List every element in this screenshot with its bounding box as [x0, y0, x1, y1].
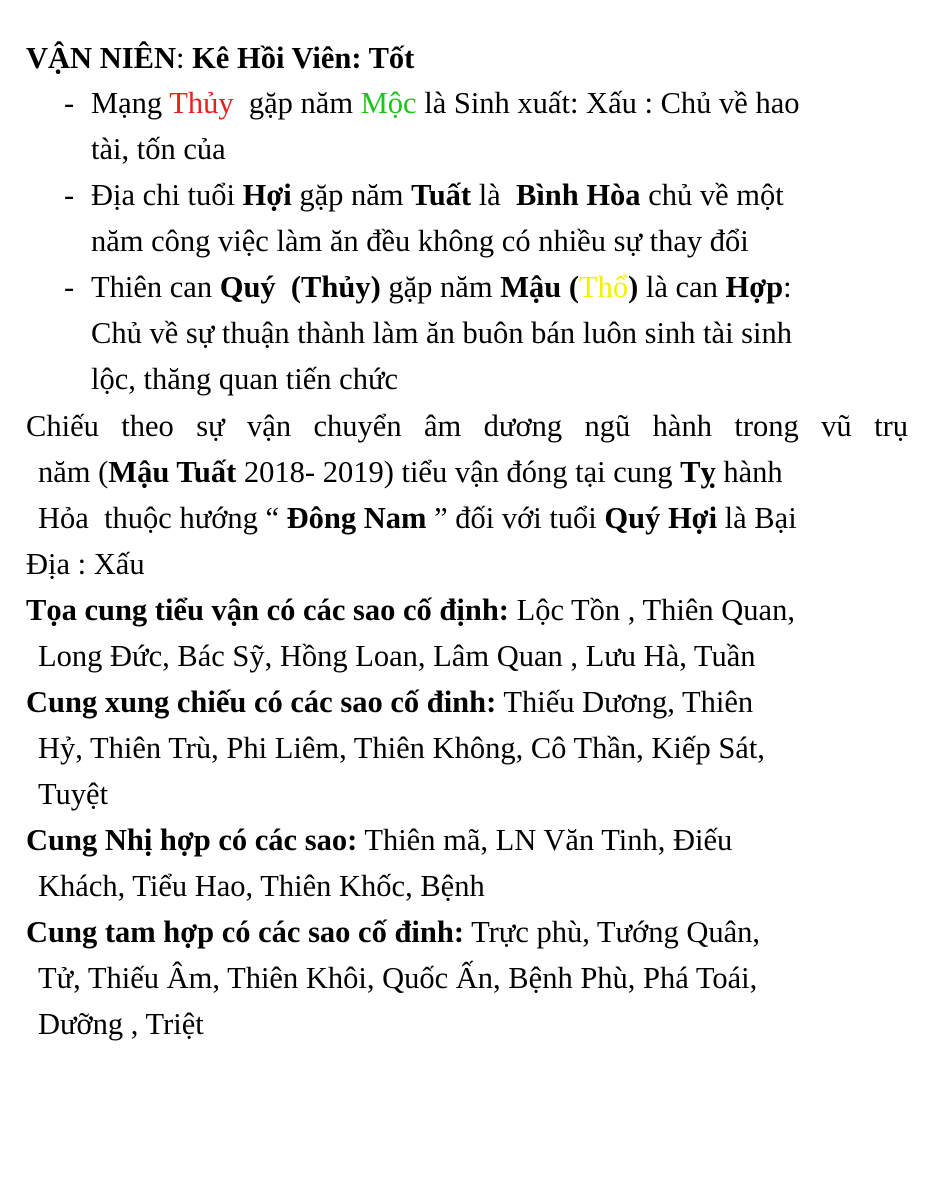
bold-term: Quý Hợi — [604, 501, 718, 535]
text-segment: gặp năm — [291, 178, 412, 212]
bold-term: Mậu ( — [500, 270, 579, 304]
text-segment: Hỏa thuộc hướng “ — [38, 501, 287, 535]
stars-3-line-2: Khách, Tiểu Hao, Thiên Khốc, Bệnh — [38, 869, 485, 903]
bold-term: Bình Hòa — [515, 178, 641, 212]
text-segment: hành — [715, 455, 783, 489]
highlight-red: Thủy — [169, 86, 234, 120]
bullet-2-line-1 — [91, 177, 784, 213]
stars-4-line-1 — [26, 914, 760, 950]
text-segment: Thiên can — [91, 270, 220, 304]
paragraph-line-2 — [38, 454, 783, 490]
stars-1-line-2: Long Đức, Bác Sỹ, Hồng Loan, Lâm Quan , Lưu Hà, Tuần — [38, 639, 756, 673]
bullet-marker-3: - — [64, 270, 75, 304]
stars-2-line-2: Hỷ, Thiên Trù, Phi Liêm, Thiên Không, Cô Thần, Kiếp Sát, — [38, 731, 765, 765]
bold-term: Đông Nam — [286, 501, 427, 535]
bullet-3-line-2: Chủ về sự thuận thành làm ăn buôn bán luôn sinh tài sinh — [91, 316, 793, 350]
highlight-yellow: Thổ — [578, 270, 629, 304]
text-segment: ” đối với tuổi — [426, 501, 605, 535]
stars-4-line-3: Dưỡng , Triệt — [38, 1007, 204, 1041]
bold-term: ) — [628, 270, 639, 304]
text-segment: năm ( — [38, 455, 109, 489]
stars-label: Cung xung chiếu có các sao cố đinh: — [26, 685, 497, 719]
paragraph-line-3 — [38, 500, 797, 536]
bold-term: Tỵ — [680, 455, 716, 489]
stars-list: Thiên mã, LN Văn Tinh, Điếu — [357, 823, 733, 857]
stars-3-line-1 — [26, 822, 732, 858]
text-segment: Địa chi tuổi — [91, 178, 243, 212]
paragraph-line-4: Địa : Xấu — [26, 547, 145, 581]
bullet-3-line-3: lộc, thăng quan tiến chức — [91, 362, 399, 396]
text-segment: là Bại — [717, 501, 797, 535]
bold-term: Mậu Tuất — [108, 455, 237, 489]
heading-separator: : — [175, 41, 193, 75]
stars-list: Lộc Tồn , Thiên Quan, — [508, 593, 795, 627]
bold-term: Quý (Thủy) — [219, 270, 381, 304]
highlight-green: Mộc — [360, 86, 417, 120]
text-segment: 2018- 2019) tiểu vận đóng tại cung — [236, 455, 681, 489]
stars-list: Thiếu Dương, Thiên — [496, 685, 754, 719]
text-segment: là can — [638, 270, 726, 304]
heading-rest: Kê Hồi Viên: Tốt — [192, 41, 415, 75]
text-segment: : — [783, 270, 792, 304]
stars-list: Trực phù, Tướng Quân, — [464, 915, 761, 949]
bullet-marker-1: - — [64, 86, 75, 120]
stars-1-line-1 — [26, 592, 795, 628]
bold-term: Hợi — [242, 178, 292, 212]
section-heading — [26, 40, 414, 76]
stars-2-line-1 — [26, 684, 753, 720]
text-segment: chủ về một — [640, 178, 784, 212]
paragraph-line-1: Chiếu theo sự vận chuyển âm dương ngũ hành trong vũ trụ — [26, 409, 908, 443]
stars-label: Cung tam hợp có các sao cố đinh: — [26, 915, 464, 949]
stars-4-line-2: Tử, Thiếu Âm, Thiên Khôi, Quốc Ấn, Bệnh Phù, Phá Toái, — [38, 961, 758, 995]
bullet-2-line-2: năm công việc làm ăn đều không có nhiều sự thay đổi — [91, 224, 749, 258]
bullet-1-line-1 — [91, 85, 800, 121]
text-segment: gặp năm — [380, 270, 501, 304]
bullet-3-line-1 — [91, 269, 792, 305]
bold-term: Tuất — [411, 178, 472, 212]
stars-label: Cung Nhị hợp có các sao: — [26, 823, 358, 857]
bullet-marker-2: - — [64, 178, 75, 212]
stars-label: Tọa cung tiểu vận có các sao cố định: — [26, 593, 509, 627]
heading-prefix: VẬN NIÊN — [26, 41, 176, 75]
bold-term: Hợp — [725, 270, 784, 304]
text-segment: gặp năm — [233, 86, 361, 120]
text-segment: Mạng — [91, 86, 170, 120]
stars-2-line-3: Tuyệt — [38, 777, 109, 811]
text-segment: là — [471, 178, 516, 212]
text-segment: là Sinh xuất: Xấu : Chủ về hao — [416, 86, 800, 120]
bullet-1-line-2: tài, tốn của — [91, 132, 226, 166]
